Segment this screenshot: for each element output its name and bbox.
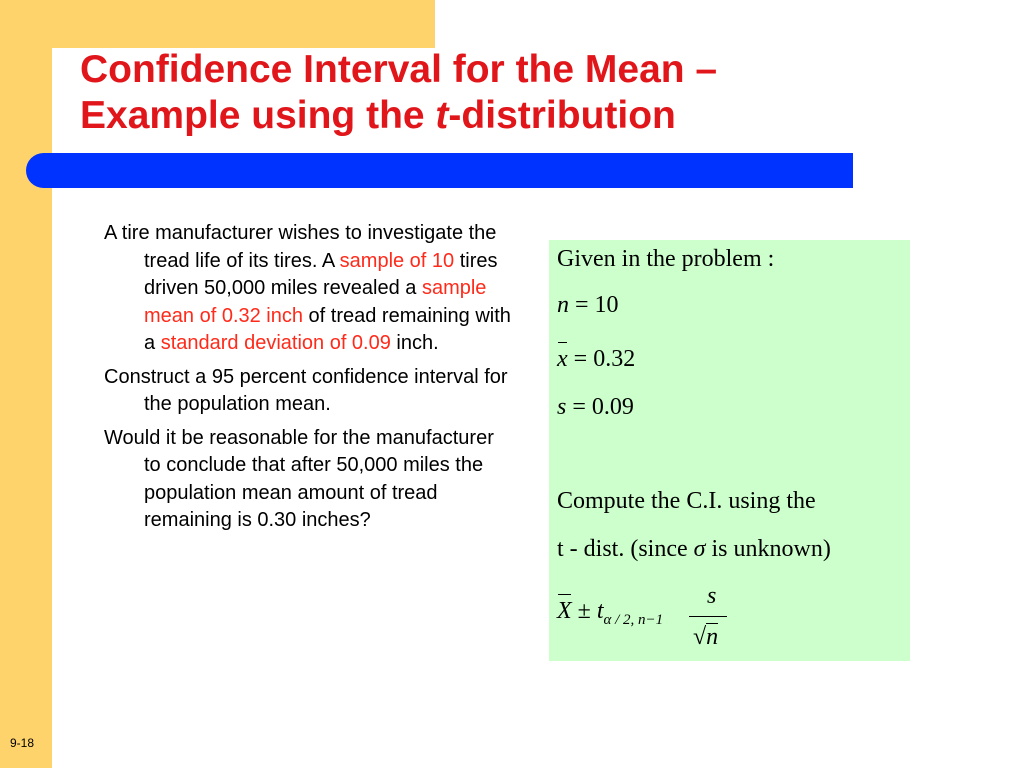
title-line-1: Confidence Interval for the Mean – (80, 48, 718, 91)
compute-line-2 (557, 536, 831, 563)
highlight-sample-mean: sample mean of 0.32 inch (144, 277, 487, 327)
n-variable: n (557, 292, 569, 318)
given-n (557, 292, 619, 319)
s-value: = 0.09 (572, 394, 634, 420)
problem-text (104, 220, 514, 541)
compute-line-1: Compute the C.I. using the (557, 488, 816, 514)
formula-t: t (596, 598, 604, 624)
given-s (557, 394, 634, 421)
s-variable: s (557, 394, 567, 420)
top-accent-block (0, 0, 435, 48)
compute-line-2-end: is unknown) (705, 536, 831, 562)
sqrt-symbol: √ (693, 624, 707, 650)
problem-paragraph-3: Would it be reasonable for the manufacturer to conclude that after 50,000 miles the population mean amount of tread remaining is 0.30 inches? (104, 426, 494, 531)
fraction-bar (689, 616, 727, 617)
formula-left (557, 598, 664, 628)
formula-subscript: α / 2, n−1 (603, 612, 664, 628)
given-xbar (557, 346, 635, 373)
formula-numerator: s (707, 583, 717, 609)
highlight-sample-size: sample of 10 (339, 249, 455, 272)
formula-denominator (693, 624, 718, 651)
p1-text-b: tires driven 50,000 miles revealed a (144, 249, 498, 299)
xbar-variable: x (557, 346, 568, 372)
given-box (549, 240, 910, 661)
highlight-std-dev: standard deviation of 0.09 (160, 332, 391, 354)
n-value: = 10 (575, 292, 619, 318)
title-line-2-end: -distribution (448, 94, 676, 137)
compute-line-2-start: t - dist. (since (557, 536, 694, 562)
left-accent-bar (0, 0, 52, 768)
problem-paragraph-1 (104, 220, 514, 358)
title-line-2-start: Example using the (80, 94, 436, 137)
denominator-n: n (706, 624, 719, 650)
p1-text-c: of tread remaining with a (144, 304, 511, 354)
title-underline-bar (26, 153, 853, 188)
slide-number: 9-18 (10, 736, 35, 750)
p1-text-a: A tire manufacturer wishes to investigate the tread life of its tires. A (104, 222, 497, 272)
formula-plus-minus: ± (577, 598, 591, 624)
given-heading: Given in the problem : (557, 246, 775, 272)
slide-title (80, 47, 1000, 139)
formula-xbar: X (557, 598, 572, 624)
xbar-value: = 0.32 (573, 346, 636, 372)
p1-text-d: inch. (390, 332, 439, 354)
problem-paragraph-2: Construct a 95 percent confidence interval for the population mean. (104, 365, 508, 415)
title-italic-t: t (435, 94, 449, 137)
sigma-symbol: σ (693, 536, 706, 562)
